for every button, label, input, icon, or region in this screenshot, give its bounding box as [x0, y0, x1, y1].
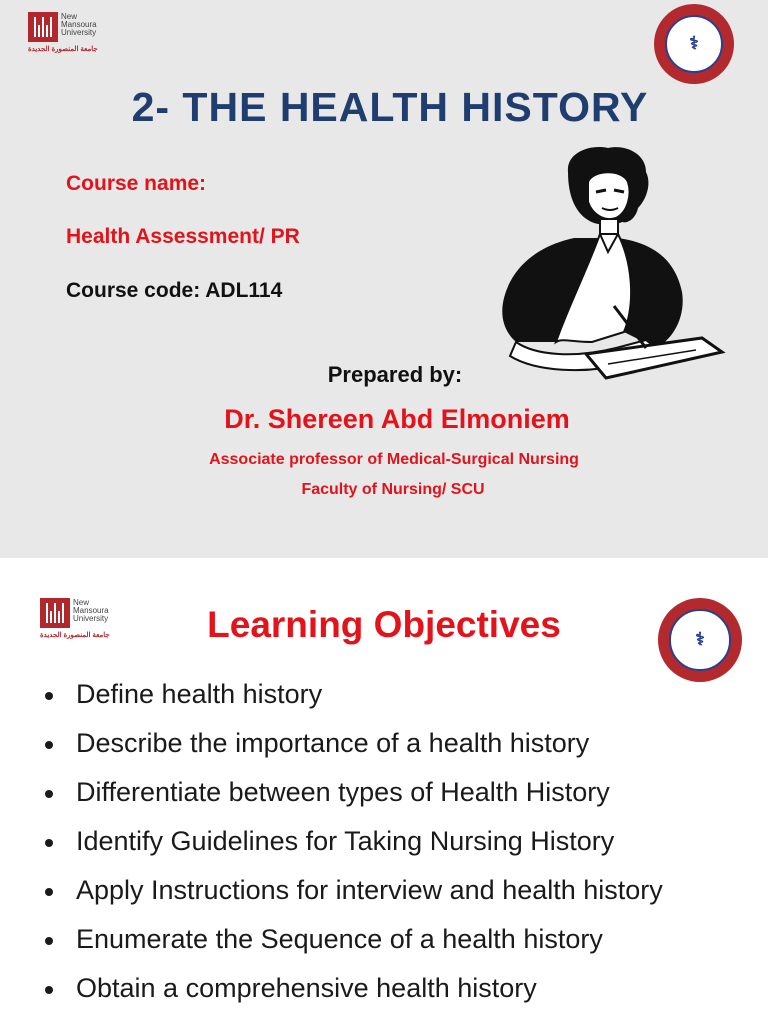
- logo-text-line3: University: [73, 614, 109, 623]
- logo-text-line1: New: [73, 598, 90, 607]
- course-name-label: Course name:: [66, 172, 207, 195]
- course-name-value: Health Assessment/ PR: [66, 225, 300, 248]
- logo-arabic-text: جامعة المنصورة الجديدة: [40, 632, 110, 639]
- university-logo: [28, 12, 98, 53]
- author-position: Associate professor of Medical-Surgical Nursing: [209, 451, 579, 468]
- logo-text-line3: University: [61, 28, 97, 37]
- list-item: Define health history: [42, 674, 722, 715]
- objectives-list: [42, 674, 722, 1017]
- caduceus-icon: ⚕: [665, 15, 723, 73]
- woman-writing-illustration: [496, 142, 726, 382]
- caduceus-icon: ⚕: [669, 609, 730, 670]
- logo-arabic-text: جامعة المنصورة الجديدة: [28, 46, 98, 53]
- prepared-by-label: Prepared by:: [327, 362, 463, 387]
- list-item: Enumerate the Sequence of a health history: [42, 919, 722, 960]
- slide-gap: [0, 558, 768, 574]
- university-seal: [654, 4, 734, 84]
- course-code: Course code: ADL114: [66, 279, 283, 302]
- list-item: Differentiate between types of Health History: [42, 772, 722, 813]
- objectives-slide: [0, 574, 768, 1024]
- logo-text-line2: Mansoura: [61, 20, 97, 29]
- slide-title: 2- THE HEALTH HISTORY: [131, 84, 649, 130]
- list-item: Obtain a comprehensive health history: [42, 968, 722, 1009]
- author-name: Dr. Shereen Abd Elmoniem: [224, 404, 570, 434]
- list-item: Describe the importance of a health history: [42, 723, 722, 764]
- slide-title: Learning Objectives: [207, 604, 561, 645]
- logo-text-line1: New: [61, 12, 78, 21]
- author-faculty: Faculty of Nursing/ SCU: [301, 481, 485, 498]
- list-item: Identify Guidelines for Taking Nursing History: [42, 821, 722, 862]
- list-item: Apply Instructions for interview and health history: [42, 870, 722, 911]
- university-logo-mark: [28, 12, 58, 42]
- logo-text-line2: Mansoura: [73, 606, 109, 615]
